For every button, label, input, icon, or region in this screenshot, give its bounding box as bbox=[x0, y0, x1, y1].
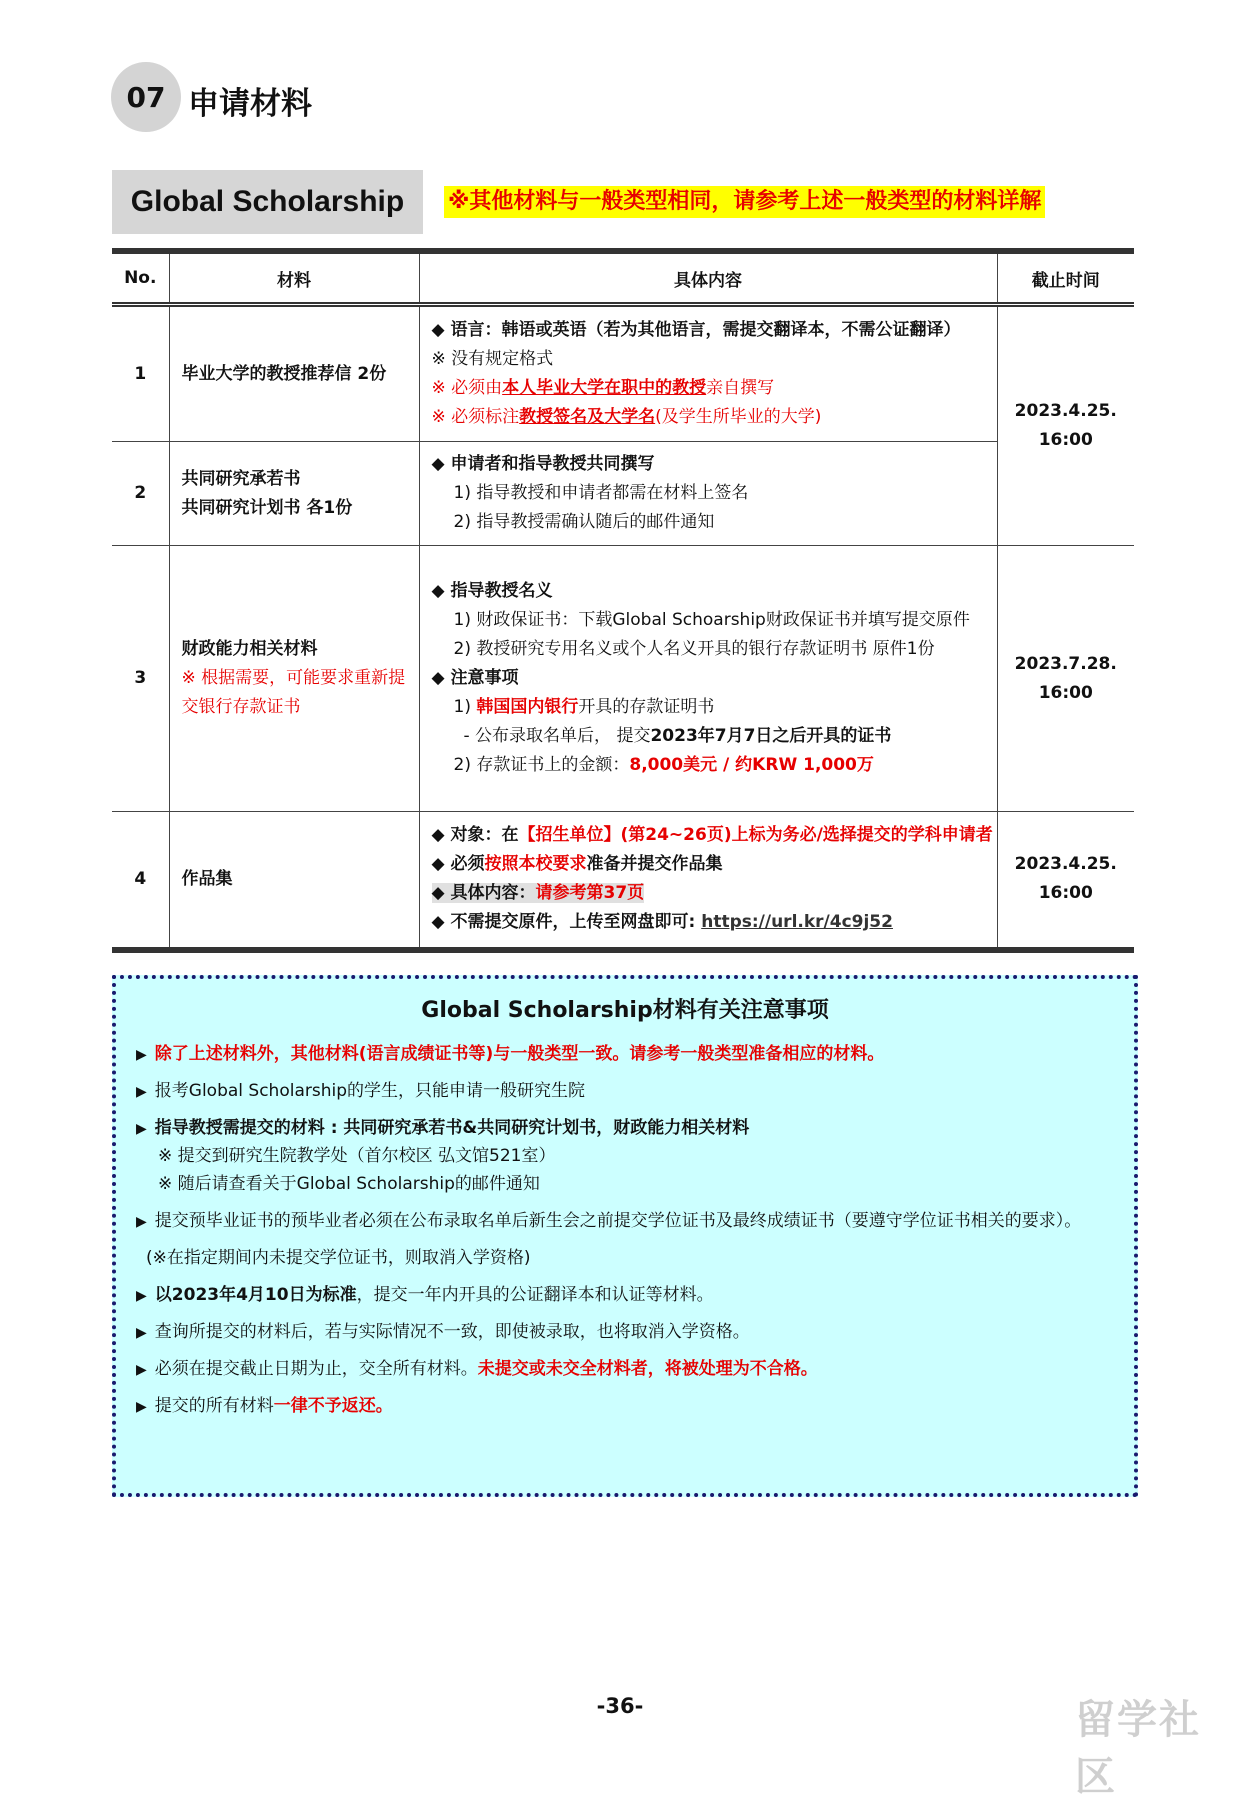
detail-text: 亲自撰写 bbox=[706, 378, 775, 398]
triangle-bullet-icon: ▶ bbox=[136, 1121, 147, 1137]
detail-emphasis: 本人毕业大学在职中的教授 bbox=[502, 378, 707, 398]
detail-line: ※ 没有规定格式 bbox=[431, 349, 554, 369]
notice-text: 必须在提交截止日期为止，交全所有材料。 bbox=[154, 1359, 478, 1379]
row-deadline bbox=[997, 305, 1134, 546]
header-no: No. bbox=[112, 251, 169, 305]
detail-text: ◆ 不需提交原件，上传至网盘即可: bbox=[431, 912, 702, 933]
notice-item bbox=[136, 1391, 393, 1416]
notice-text: 除了上述材料外，其他材料(语言成绩证书等)与一般类型一致。请参考一般类型准备相应的材料。 bbox=[154, 1044, 885, 1064]
triangle-bullet-icon: ▶ bbox=[136, 1325, 147, 1341]
deadline-time: 16:00 bbox=[1038, 682, 1093, 703]
notice-box bbox=[112, 975, 1138, 1497]
detail-line: ◆ 申请者和指导教授共同撰写 bbox=[431, 454, 655, 474]
table-row bbox=[112, 442, 1134, 546]
detail-line bbox=[432, 722, 987, 751]
detail-line: 1) 财政保证书：下载Global Schoarship财政保证书并填写提交原件 bbox=[453, 610, 970, 630]
material-note: 交银行存款证书 bbox=[181, 697, 301, 717]
section-title: 申请材料 bbox=[188, 86, 312, 122]
notice-emphasis: 以2023年4月10日为标准 bbox=[154, 1285, 357, 1305]
watermark: 留学社区 bbox=[1075, 1697, 1201, 1800]
triangle-bullet-icon: ▶ bbox=[136, 1084, 147, 1100]
triangle-bullet-icon: ▶ bbox=[136, 1047, 147, 1063]
deadline-date: 2023.4.25. bbox=[1014, 854, 1117, 875]
table-row bbox=[112, 305, 1134, 442]
table-header-row bbox=[112, 251, 1134, 305]
notice-title: Global Scholarship材料有关注意事项 bbox=[421, 998, 829, 1023]
notice-item bbox=[136, 1354, 818, 1379]
banner-note: ※其他材料与一般类型相同，请参考上述一般类型的材料详解 bbox=[444, 186, 1045, 218]
row-number: 2 bbox=[112, 442, 169, 546]
triangle-bullet-icon: ▶ bbox=[136, 1399, 147, 1415]
header-material: 材料 bbox=[169, 251, 419, 305]
detail-emphasis: 2023年7月7日之后开具的证书 bbox=[650, 726, 892, 746]
materials-table bbox=[112, 248, 1134, 953]
detail-line: 1) 指导教授和申请者都需在材料上签名 bbox=[453, 483, 749, 503]
header-deadline: 截止时间 bbox=[997, 251, 1134, 305]
notice-item bbox=[136, 1113, 749, 1138]
detail-line: 2) 指导教授需确认随后的邮件通知 bbox=[453, 512, 715, 532]
detail-line bbox=[432, 751, 987, 780]
row-deadline bbox=[997, 812, 1134, 950]
material-note: ※ 根据需要，可能要求重新提 bbox=[181, 668, 406, 688]
detail-line bbox=[432, 374, 987, 403]
section-number-badge: 07 bbox=[111, 62, 181, 132]
row-detail bbox=[419, 305, 997, 442]
detail-text: ◆ 具体内容： bbox=[431, 883, 536, 904]
notice-item bbox=[136, 1076, 585, 1101]
detail-highlight bbox=[432, 883, 645, 903]
deadline-time: 16:00 bbox=[1038, 883, 1093, 904]
notice-item bbox=[136, 1206, 1081, 1231]
detail-text: 开具的存款证明书 bbox=[578, 697, 715, 717]
deadline-time: 16:00 bbox=[1038, 430, 1093, 450]
row-material bbox=[169, 546, 419, 812]
row-detail bbox=[419, 442, 997, 546]
detail-text: - 公布录取名单后， 提交 bbox=[463, 726, 651, 746]
table-row bbox=[112, 546, 1134, 812]
row-number: 3 bbox=[112, 546, 169, 812]
notice-emphasis: 未提交或未交全材料者，将被处理为不合格。 bbox=[477, 1359, 818, 1379]
detail-text: 2) 存款证书上的金额： bbox=[453, 755, 630, 775]
notice-item bbox=[136, 1280, 714, 1305]
detail-emphasis: 按照本校要求 bbox=[484, 854, 587, 875]
detail-line: 2) 教授研究专用名义或个人名义开具的银行存款证明书 原件1份 bbox=[453, 639, 935, 659]
detail-line bbox=[432, 693, 987, 722]
detail-emphasis: 请参考第37页 bbox=[535, 883, 645, 904]
notice-subitem: ※ 随后请查看关于Global Scholarship的邮件通知 bbox=[158, 1174, 540, 1194]
detail-text: ◆ 对象：在 bbox=[431, 825, 519, 846]
detail-text: (及学生所毕业的大学) bbox=[655, 407, 822, 427]
detail-line bbox=[432, 403, 987, 432]
triangle-bullet-icon: ▶ bbox=[136, 1288, 147, 1304]
notice-subitem: (※在指定期间内未提交学位证书，则取消入学资格) bbox=[146, 1248, 531, 1268]
row-number: 4 bbox=[112, 812, 169, 950]
detail-emphasis: 【招生单位】(第24~26页)上标为务必/选择提交的学科申请者 bbox=[518, 825, 993, 846]
detail-line bbox=[432, 850, 987, 879]
detail-emphasis: 韩国国内银行 bbox=[476, 697, 579, 717]
detail-text: ◆ 必须 bbox=[431, 854, 485, 875]
material-line: 共同研究承若书 bbox=[181, 468, 301, 489]
notice-text: 报考Global Scholarship的学生，只能申请一般研究生院 bbox=[154, 1081, 586, 1101]
detail-emphasis: 8,000美元 / 约KRW 1,000万 bbox=[629, 755, 874, 775]
detail-line: ◆ 指导教授名义 bbox=[431, 581, 553, 601]
table-row bbox=[112, 812, 1134, 950]
detail-text: ※ 必须由 bbox=[431, 378, 503, 398]
triangle-bullet-icon: ▶ bbox=[136, 1214, 147, 1230]
notice-item bbox=[136, 1039, 884, 1064]
detail-text: ※ 必须标注 bbox=[431, 407, 520, 427]
detail-text: 1) bbox=[453, 697, 477, 717]
notice-text: ，提交一年内开具的公证翻译本和认证等材料。 bbox=[356, 1285, 714, 1305]
detail-line: ◆ 注意事项 bbox=[431, 668, 519, 688]
notice-text: 指导教授需提交的材料 : 共同研究承若书&共同研究计划书，财政能力相关材料 bbox=[154, 1118, 750, 1138]
material-line: 共同研究计划书 各1份 bbox=[181, 497, 353, 518]
deadline-date: 2023.7.28. bbox=[1014, 653, 1117, 674]
row-material: 作品集 bbox=[169, 812, 419, 950]
detail-text: 准备并提交作品集 bbox=[586, 854, 723, 875]
row-deadline bbox=[997, 546, 1134, 812]
header-detail: 具体内容 bbox=[419, 251, 997, 305]
row-material: 毕业大学的教授推荐信 2份 bbox=[169, 305, 419, 442]
row-detail bbox=[419, 546, 997, 812]
notice-subitem: ※ 提交到研究生院教学处（首尔校区 弘文馆521室） bbox=[158, 1146, 556, 1166]
detail-line bbox=[432, 879, 987, 908]
detail-line bbox=[432, 908, 987, 937]
notice-text: 查询所提交的材料后，若与实际情况不一致，即使被录取，也将取消入学资格。 bbox=[154, 1322, 750, 1342]
notice-item bbox=[136, 1317, 750, 1342]
detail-line bbox=[431, 821, 993, 850]
material-line: 财政能力相关材料 bbox=[181, 639, 318, 659]
row-number: 1 bbox=[112, 305, 169, 442]
detail-emphasis: 教授签名及大学名 bbox=[519, 407, 656, 427]
page-number: -36- bbox=[596, 1694, 644, 1718]
row-material bbox=[169, 442, 419, 546]
global-scholarship-label: Global Scholarship bbox=[112, 170, 423, 234]
row-detail bbox=[419, 812, 997, 950]
detail-line: ◆ 语言：韩语或英语（若为其他语言，需提交翻译本，不需公证翻译） bbox=[431, 320, 961, 340]
deadline-date: 2023.4.25. bbox=[1014, 401, 1117, 421]
triangle-bullet-icon: ▶ bbox=[136, 1362, 147, 1378]
notice-text: 提交的所有材料 bbox=[154, 1396, 274, 1416]
notice-text: 提交预毕业证书的预毕业者必须在公布录取名单后新生会之前提交学位证书及最终成绩证书（要遵守学位证书相关的要求）。 bbox=[154, 1211, 1082, 1231]
upload-link[interactable]: https://url.kr/4c9j52 bbox=[701, 912, 893, 933]
notice-emphasis: 一律不予返还。 bbox=[273, 1396, 393, 1416]
